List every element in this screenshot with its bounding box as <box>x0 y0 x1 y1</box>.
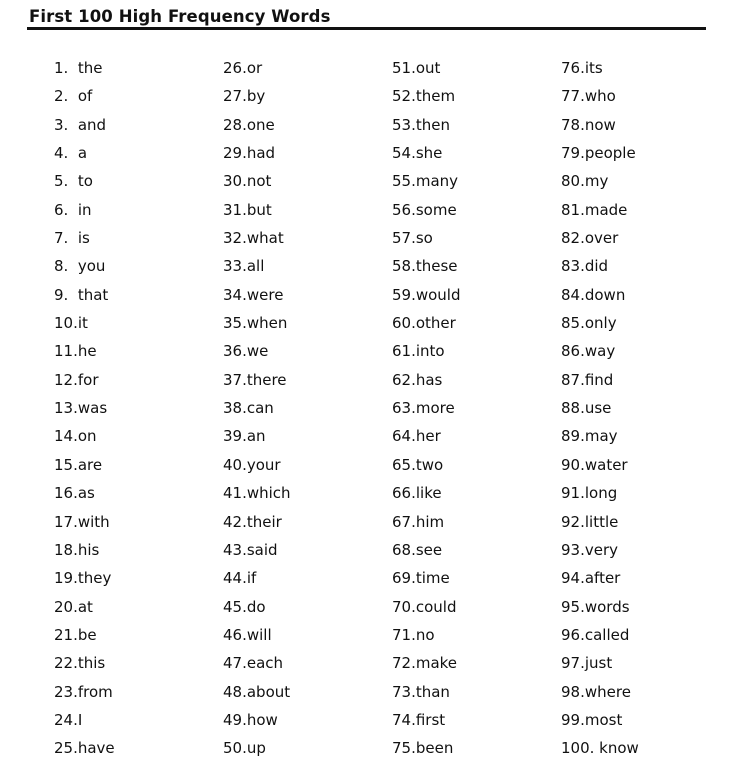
word-item: 81.made <box>561 200 628 219</box>
word-item: 3. and <box>54 115 107 134</box>
word-item: 100. know <box>561 739 639 758</box>
word-item: 9. that <box>54 285 109 304</box>
title-underline <box>27 27 706 30</box>
word-item: 60.other <box>392 314 456 333</box>
word-item: 41.which <box>223 484 291 503</box>
word-item: 98.where <box>561 682 631 701</box>
word-item: 10.it <box>54 314 88 333</box>
word-item: 45.do <box>223 597 266 616</box>
word-item: 32.what <box>223 229 284 248</box>
word-item: 5. to <box>54 172 93 191</box>
word-item: 77.who <box>561 87 616 106</box>
word-item: 37.there <box>223 370 287 389</box>
word-item: 94.after <box>561 569 621 588</box>
word-item: 16.as <box>54 484 95 503</box>
word-item: 13.was <box>54 399 108 418</box>
word-item: 33.all <box>223 257 265 276</box>
word-item: 55.many <box>392 172 459 191</box>
word-item: 67.him <box>392 512 445 531</box>
word-item: 8. you <box>54 257 106 276</box>
word-item: 12.for <box>54 370 99 389</box>
word-column-2 <box>223 54 291 763</box>
word-item: 65.two <box>392 455 444 474</box>
word-item: 36.we <box>223 342 269 361</box>
word-item: 76.its <box>561 59 603 77</box>
word-item: 92.little <box>561 512 619 531</box>
word-item: 66.like <box>392 484 442 503</box>
word-item: 1. the <box>54 59 103 77</box>
word-item: 48.about <box>223 682 291 701</box>
word-item: 51.out <box>392 59 441 77</box>
word-item: 17.with <box>54 512 110 531</box>
word-item: 97.just <box>561 654 613 673</box>
word-item: 70.could <box>392 597 457 616</box>
word-item: 7. is <box>54 229 90 248</box>
word-item: 79.people <box>561 144 636 163</box>
word-item: 74.first <box>392 710 446 729</box>
word-item: 59.would <box>392 285 461 304</box>
word-item: 57.so <box>392 229 433 248</box>
word-item: 88.use <box>561 399 612 418</box>
word-item: 25.have <box>54 739 115 758</box>
word-item: 63.more <box>392 399 455 418</box>
word-item: 26.or <box>223 59 263 77</box>
word-item: 38.can <box>223 399 274 418</box>
word-item: 39.an <box>223 427 266 446</box>
word-item: 24.I <box>54 710 83 729</box>
word-item: 83.did <box>561 257 609 276</box>
word-item: 50.up <box>223 739 266 758</box>
word-item: 6. in <box>54 200 92 219</box>
word-column-4 <box>561 54 639 763</box>
word-item: 87.find <box>561 370 614 389</box>
word-item: 53.then <box>392 115 450 134</box>
word-item: 85.only <box>561 314 617 333</box>
word-column-1 <box>54 54 115 763</box>
word-item: 29.had <box>223 144 276 163</box>
word-item: 86.way <box>561 342 616 361</box>
word-column-3 <box>392 54 461 763</box>
word-item: 2. of <box>54 87 93 106</box>
word-item: 40.your <box>223 455 281 474</box>
word-item: 84.down <box>561 285 626 304</box>
word-item: 35.when <box>223 314 288 333</box>
word-item: 30.not <box>223 172 272 191</box>
word-item: 91.long <box>561 484 618 503</box>
word-item: 58.these <box>392 257 458 276</box>
word-item: 15.are <box>54 455 103 474</box>
word-item: 61.into <box>392 342 445 361</box>
word-item: 23.from <box>54 682 113 701</box>
page-title: First 100 High Frequency Words <box>29 7 331 26</box>
word-item: 62.has <box>392 370 443 389</box>
word-item: 43.said <box>223 540 278 559</box>
word-item: 82.over <box>561 229 619 248</box>
word-item: 54.she <box>392 144 443 163</box>
word-item: 14.on <box>54 427 97 446</box>
word-item: 34.were <box>223 285 284 304</box>
word-item: 19.they <box>54 569 112 588</box>
word-item: 93.very <box>561 540 619 559</box>
word-item: 73.than <box>392 682 450 701</box>
word-item: 75.been <box>392 739 454 758</box>
word-item: 42.their <box>223 512 282 531</box>
word-item: 18.his <box>54 540 100 559</box>
word-item: 71.no <box>392 625 435 644</box>
word-item: 80.my <box>561 172 609 191</box>
word-item: 44.if <box>223 569 257 588</box>
word-item: 28.one <box>223 115 275 134</box>
word-item: 4. a <box>54 144 88 163</box>
word-item: 99.most <box>561 710 623 729</box>
word-item: 47.each <box>223 654 284 673</box>
word-item: 52.them <box>392 87 456 106</box>
word-item: 21.be <box>54 625 97 644</box>
word-item: 49.how <box>223 710 278 729</box>
word-item: 78.now <box>561 115 616 134</box>
word-item: 96.called <box>561 625 630 644</box>
word-item: 56.some <box>392 200 457 219</box>
word-item: 90.water <box>561 455 628 474</box>
word-item: 72.make <box>392 654 458 673</box>
word-item: 64.her <box>392 427 441 446</box>
word-item: 31.but <box>223 200 272 219</box>
word-item: 22.this <box>54 654 106 673</box>
word-item: 69.time <box>392 569 450 588</box>
word-item: 27.by <box>223 87 266 106</box>
word-item: 20.at <box>54 597 93 616</box>
word-item: 11.he <box>54 342 97 361</box>
word-item: 95.words <box>561 597 630 616</box>
word-item: 68.see <box>392 540 443 559</box>
word-item: 46.will <box>223 625 272 644</box>
word-item: 89.may <box>561 427 618 446</box>
